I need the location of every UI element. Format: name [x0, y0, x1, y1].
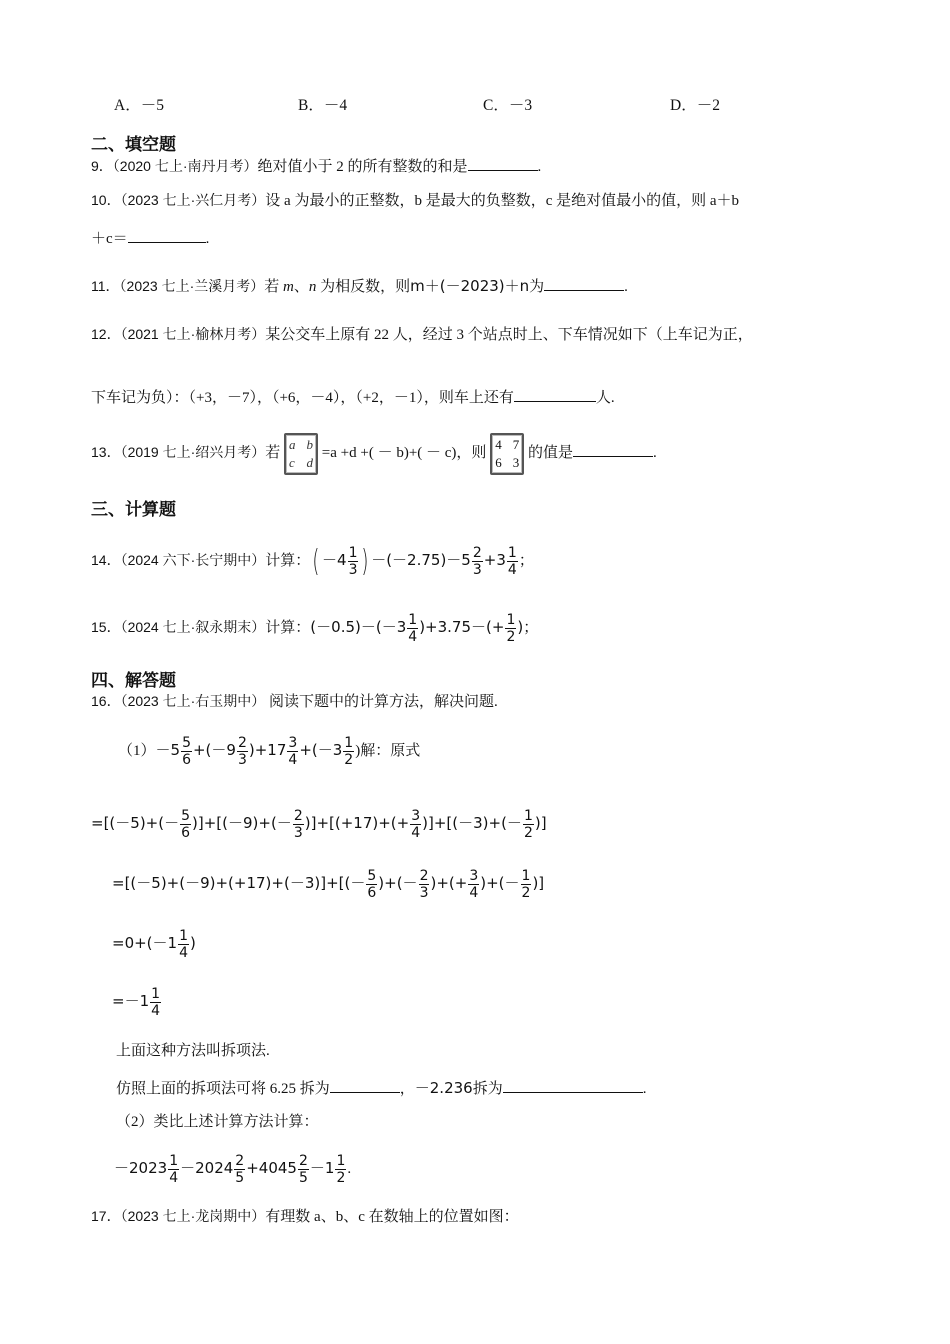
- question-source: （2024 七上·叙永期末）: [120, 619, 266, 635]
- question-12-line2: [91, 387, 615, 408]
- var-n: n: [308, 279, 317, 295]
- question-10: [91, 190, 739, 211]
- question-source: （2024 六下·长宁期中）: [120, 552, 266, 568]
- q16-part1: [118, 735, 420, 768]
- question-15: [91, 612, 538, 645]
- question-number: 12．: [91, 326, 121, 342]
- question-text: 某公交车上原有 22 人，经过 3 个站点时上、下车情况如下（上车记为正，: [265, 327, 753, 343]
- denominator: 3: [293, 825, 303, 842]
- fraction: [234, 1153, 245, 1186]
- question-9: [91, 156, 541, 177]
- numerator: 2: [472, 545, 482, 562]
- numerator: 2: [298, 1153, 308, 1170]
- question-12: [91, 324, 753, 345]
- choice-letter: A．: [114, 97, 141, 114]
- fraction: [419, 868, 430, 901]
- fraction: [472, 545, 483, 578]
- fraction: [468, 868, 479, 901]
- question-text: ，－2.236拆为: [399, 1079, 503, 1097]
- det-entry: a: [289, 436, 296, 452]
- question-number: 10．: [91, 192, 121, 208]
- math-expression: m＋(－2023)＋n: [410, 277, 530, 295]
- math-term: +4045: [246, 1159, 297, 1177]
- numerator: 3: [288, 735, 298, 752]
- choice-value: －4: [323, 97, 348, 114]
- question-text: 绝对值小于 2 的所有整数的和是: [257, 159, 468, 175]
- denominator: 4: [507, 562, 517, 579]
- choice-value: －5: [140, 97, 164, 114]
- fraction: [407, 612, 418, 645]
- answer-blank[interactable]: [573, 442, 653, 457]
- question-source: （2023 七上·兰溪月考）: [119, 278, 265, 294]
- math-term: )]: [534, 814, 547, 832]
- question-source: （2023 七上·右玉期中）: [120, 693, 266, 709]
- math-term: )解：原式: [355, 743, 421, 759]
- section-heading-fill-blank: 二、填空题: [91, 135, 176, 155]
- question-14: [91, 545, 534, 578]
- math-term: +3: [483, 551, 506, 569]
- numerator: 1: [336, 1153, 346, 1170]
- numerator: 5: [367, 868, 377, 885]
- question-11: [91, 276, 628, 297]
- question-number: 15．: [91, 619, 121, 635]
- math-term: +(－9: [192, 741, 236, 759]
- fraction: [348, 545, 359, 578]
- question-16: [91, 691, 498, 712]
- denominator: 2: [521, 885, 531, 902]
- denominator: 2: [336, 1170, 346, 1187]
- math-term: －1: [309, 1159, 335, 1177]
- q16-part2-label: （2）类比上述计算方法计算：: [116, 1114, 319, 1130]
- question-number: 14．: [91, 552, 121, 568]
- numerator: 1: [169, 1153, 179, 1170]
- numerator: 1: [523, 808, 533, 825]
- math-term: )+(－: [480, 874, 520, 892]
- q16-note: 上面这种方法叫拆项法.: [116, 1043, 270, 1059]
- math-term: －4: [322, 551, 347, 569]
- paren-close: ): [361, 543, 369, 579]
- det-entry: 7: [512, 436, 520, 452]
- question-text: ＋c＝: [91, 231, 128, 247]
- numerator: 2: [293, 808, 303, 825]
- question-text: 为相反数，则: [316, 279, 411, 295]
- question-17: [91, 1206, 519, 1227]
- math-term: (－0.5)－(－3: [310, 618, 407, 636]
- q16-step2: [112, 868, 544, 901]
- denominator: 3: [237, 752, 247, 769]
- fraction: [505, 612, 516, 645]
- math-term: )]: [532, 874, 545, 892]
- numerator: 1: [348, 545, 358, 562]
- question-text: 为: [529, 279, 545, 295]
- question-label: 计算：: [265, 553, 311, 569]
- denominator: 6: [181, 825, 191, 842]
- choice-d: [670, 93, 720, 115]
- denominator: 2: [523, 825, 533, 842]
- q16-imitate: [116, 1078, 646, 1099]
- question-number: 13．: [91, 444, 121, 460]
- denominator: 2: [506, 629, 516, 646]
- denominator: 4: [411, 825, 421, 842]
- answer-blank[interactable]: [468, 156, 538, 171]
- fraction: [523, 808, 534, 841]
- choice-value: －3: [508, 97, 533, 114]
- period: .: [652, 445, 657, 461]
- math-term: )]+[(－3)+(－: [422, 814, 522, 832]
- choice-c: [483, 93, 532, 115]
- math-term: )；: [517, 618, 539, 636]
- math-term: －2023: [114, 1159, 168, 1177]
- choice-letter: D．: [670, 97, 697, 114]
- answer-blank[interactable]: [544, 276, 624, 291]
- math-term: ): [190, 934, 196, 952]
- question-number: 11．: [91, 278, 120, 294]
- question-text-end: 人.: [595, 390, 615, 406]
- math-term: )]+[(－9)+(－: [192, 814, 292, 832]
- section-heading-solution: 四、解答题: [91, 671, 176, 691]
- semicolon: ；: [518, 553, 534, 569]
- question-number: 9．: [91, 158, 113, 174]
- denominator: 5: [235, 1170, 245, 1187]
- denominator: 4: [408, 629, 418, 646]
- question-source: （2021 七上·榆林月考）: [120, 326, 266, 342]
- det-entry: b: [306, 436, 314, 452]
- period: .: [624, 279, 628, 295]
- question-text: 设 a 为最小的正整数，b 是最大的负整数，c 是绝对值最小的值，则 a＋b: [265, 193, 740, 209]
- answer-blank-2[interactable]: [503, 1078, 643, 1093]
- question-text: 若: [264, 279, 284, 295]
- numerator: 1: [507, 545, 517, 562]
- denominator: 4: [179, 945, 188, 962]
- q16-part2-expr: [114, 1153, 351, 1186]
- numerator: 2: [419, 868, 429, 885]
- question-text: 阅读下题中的计算方法，解决问题.: [265, 694, 498, 710]
- section-heading-calculation: 三、计算题: [91, 500, 176, 520]
- var-m: m: [283, 279, 294, 295]
- answer-blank[interactable]: [128, 228, 206, 243]
- fraction: [168, 1153, 179, 1186]
- det-entry: c: [289, 454, 295, 470]
- math-term: =－1: [112, 992, 150, 1010]
- fraction: [293, 808, 304, 841]
- numerator: 2: [237, 735, 247, 752]
- question-number: 16．: [91, 693, 121, 709]
- fraction: [237, 735, 248, 768]
- separator: 、: [293, 279, 309, 295]
- period: .: [642, 1081, 647, 1097]
- math-term: =[(－5)+(－: [91, 814, 180, 832]
- period: .: [537, 159, 542, 175]
- math-term: －2024: [180, 1159, 234, 1177]
- fraction: [180, 808, 191, 841]
- period: .: [347, 1161, 352, 1177]
- math-term: =0+(－1: [112, 934, 178, 952]
- q16-step1: [91, 808, 547, 841]
- det-entry: d: [306, 454, 314, 470]
- numerator: 1: [344, 735, 354, 752]
- numerator: 1: [151, 986, 161, 1003]
- denominator: 4: [469, 885, 479, 902]
- numerator: 2: [235, 1153, 245, 1170]
- fraction: [366, 868, 377, 901]
- det-entry: 3: [512, 454, 520, 470]
- determinant-abcd: [284, 433, 318, 475]
- question-source: （2023 七上·兴仁月考）: [120, 192, 266, 208]
- question-10-line2: [91, 228, 209, 249]
- question-source: （2019 七上·绍兴月考）: [120, 444, 266, 460]
- fraction: [287, 735, 298, 768]
- math-term: －5: [155, 741, 181, 759]
- question-source: （2020 七上·南丹月考）: [112, 158, 258, 174]
- paren-open: (: [312, 543, 320, 579]
- denominator: 3: [419, 885, 429, 902]
- denominator: 5: [298, 1170, 308, 1187]
- numerator: 1: [506, 612, 516, 629]
- choice-value: －2: [696, 97, 720, 114]
- math-term: －(－2.75)－5: [371, 551, 471, 569]
- det-entry: 6: [495, 454, 502, 470]
- q16-step4: [112, 986, 162, 1019]
- fraction: [181, 735, 192, 768]
- fraction: [298, 1153, 309, 1186]
- math-term: )+(－: [378, 874, 418, 892]
- question-number: 17．: [91, 1208, 121, 1224]
- fraction: [335, 1153, 346, 1186]
- answer-blank[interactable]: [514, 387, 596, 402]
- fraction: [410, 808, 421, 841]
- numerator: 1: [179, 928, 188, 945]
- q16-step3: [112, 928, 196, 961]
- answer-blank-1[interactable]: [330, 1078, 400, 1093]
- question-text: 下车记为负）：（+3，－7），（+6，－4），（+2，－1），则车上还有: [91, 390, 514, 406]
- math-term: )+(+: [430, 874, 468, 892]
- question-source: （2023 七上·龙岗期中）: [120, 1208, 266, 1224]
- choice-letter: C．: [483, 97, 509, 114]
- question-text: 有理数 a、b、c 在数轴上的位置如图：: [265, 1209, 519, 1225]
- math-term: )+3.75－(+: [419, 618, 505, 636]
- choice-b: [298, 93, 347, 115]
- fraction: [150, 986, 161, 1019]
- math-term: )+17: [248, 741, 287, 759]
- numerator: 1: [521, 868, 531, 885]
- fraction: [507, 545, 518, 578]
- denominator: 4: [151, 1003, 161, 1020]
- numerator: 1: [408, 612, 418, 629]
- numerator: 5: [181, 808, 191, 825]
- determinant-4763: [490, 433, 524, 475]
- question-text: 仿照上面的拆项法可将 6.25 拆为: [116, 1081, 330, 1097]
- numerator: 5: [182, 735, 191, 752]
- numerator: 3: [411, 808, 421, 825]
- part-label: （1）: [118, 743, 156, 759]
- question-13: [91, 428, 657, 477]
- denominator: 6: [367, 885, 377, 902]
- question-text: 若: [265, 445, 281, 461]
- fraction: [178, 928, 189, 961]
- math-term: )]+[(+17)+(+: [304, 814, 410, 832]
- fraction: [343, 735, 354, 768]
- denominator: 3: [472, 562, 482, 579]
- fraction: [521, 868, 532, 901]
- math-term: +(－3: [299, 741, 343, 759]
- math-term: =[(－5)+(－9)+(+17)+(－3)]+[(－: [112, 874, 366, 892]
- choice-a: [114, 93, 164, 115]
- denominator: 4: [288, 752, 298, 769]
- formula-text: =a +d +( － b)+( － c)，则: [321, 445, 487, 461]
- denominator: 3: [348, 562, 358, 579]
- question-text: 的值是: [527, 445, 573, 461]
- denominator: 6: [182, 752, 191, 769]
- det-entry: 4: [495, 436, 502, 452]
- denominator: 4: [169, 1170, 179, 1187]
- period: .: [205, 231, 210, 247]
- choice-letter: B．: [298, 97, 324, 114]
- question-label: 计算：: [265, 620, 311, 636]
- numerator: 3: [469, 868, 479, 885]
- denominator: 2: [344, 752, 354, 769]
